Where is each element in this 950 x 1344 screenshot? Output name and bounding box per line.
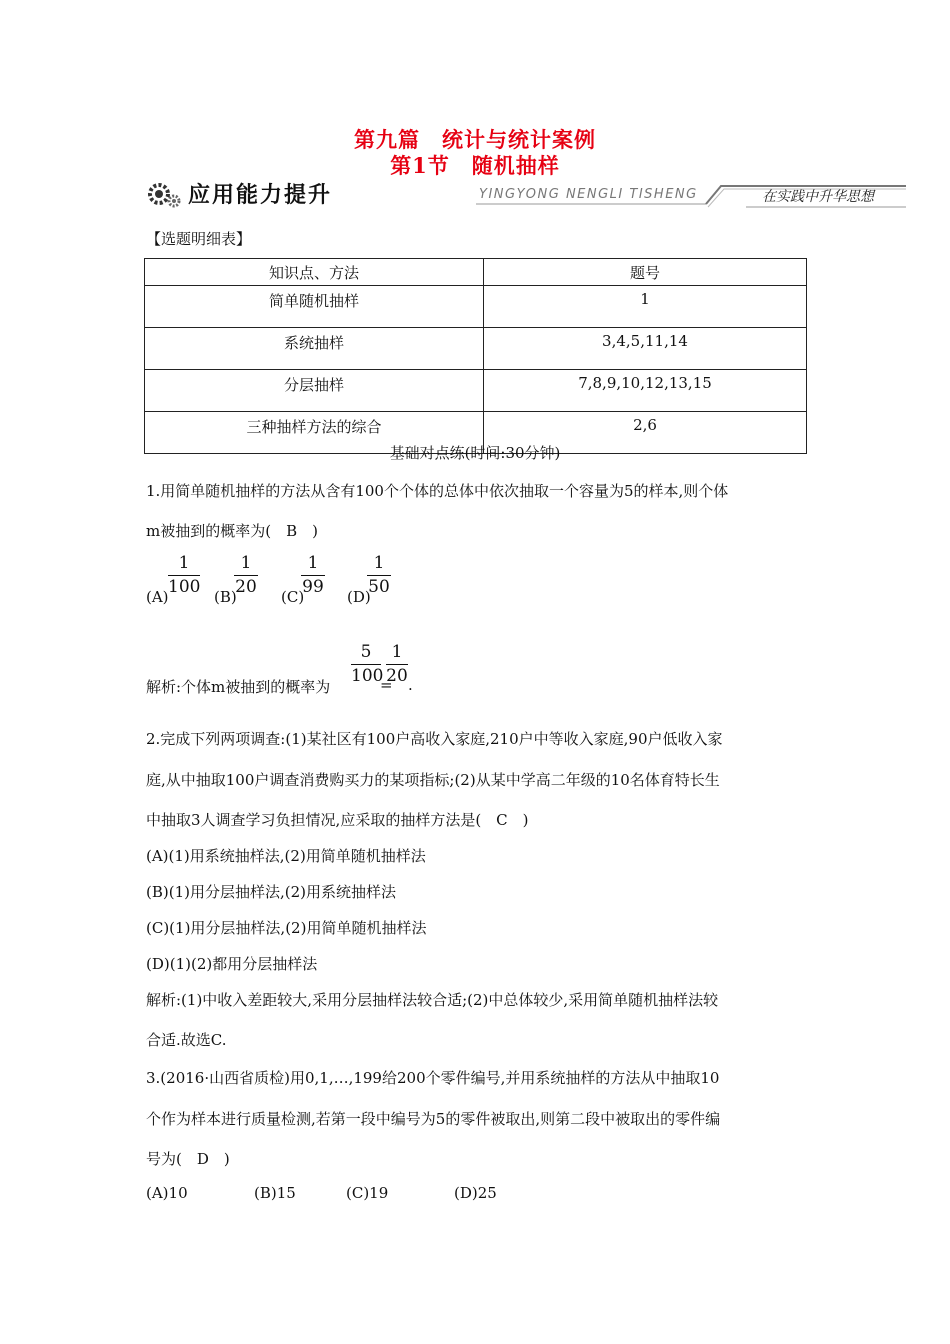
q2-option-c: (C)(1)用分层抽样法,(2)用简单随机抽样法 xyxy=(146,919,427,937)
denominator: 99 xyxy=(302,577,324,597)
practice-title: 基础对点练(时间:30分钟) xyxy=(389,444,561,462)
denominator: 20 xyxy=(235,577,257,597)
denominator: 100 xyxy=(168,577,201,597)
table-cell: 分层抽样 xyxy=(145,370,484,412)
table-cell: 7,8,9,10,12,13,15 xyxy=(484,370,807,412)
numerator: 1 xyxy=(307,553,319,573)
numerator: 1 xyxy=(240,553,252,573)
q3-option-c: (C)19 xyxy=(346,1184,389,1202)
q1-analysis-fraction-1 xyxy=(351,642,384,686)
table-row xyxy=(145,286,807,328)
q1-analysis: 解析:个体m被抽到的概率为 xyxy=(146,678,331,696)
numerator: 1 xyxy=(391,642,403,662)
q2-option-d: (D)(1)(2)都用分层抽样法 xyxy=(146,955,318,973)
q3-line2: 个作为样本进行质量检测,若第一段中编号为5的零件被取出,则第二段中被取出的零件编 xyxy=(146,1110,721,1128)
q1-option-c-fraction xyxy=(301,553,325,597)
table-row xyxy=(145,370,807,412)
table-header-row xyxy=(145,259,807,286)
q1-option-d-label: (D) xyxy=(347,588,371,606)
q2-analysis-line1: 解析:(1)中收入差距较大,采用分层抽样法较合适;(2)中总体较少,采用简单随机抽样法较 xyxy=(146,991,719,1009)
q3-option-d: (D)25 xyxy=(454,1184,497,1202)
gear-icon xyxy=(146,179,184,209)
q1-analysis-fraction-2 xyxy=(386,642,408,686)
banner-tagline: 在实践中升华思想 xyxy=(762,189,874,205)
q1-option-a-label: (A) xyxy=(146,588,169,606)
table-cell: 1 xyxy=(484,286,807,328)
q1-option-a-fraction xyxy=(168,553,200,597)
q2-option-b: (B)(1)用分层抽样法,(2)用系统抽样法 xyxy=(146,883,396,901)
denominator: 100 xyxy=(351,666,384,686)
table-row xyxy=(145,328,807,370)
banner-pinyin: YINGYONG NENGLI TISHENG xyxy=(479,187,698,202)
q1-option-b-fraction xyxy=(234,553,258,597)
q1-line2: m被抽到的概率为( B ) xyxy=(146,522,318,540)
table-cell: 三种抽样方法的综合 xyxy=(145,412,484,454)
q3-option-a: (A)10 xyxy=(146,1184,188,1202)
q2-line3: 中抽取3人调查学习负担情况,应采取的抽样方法是( C ) xyxy=(146,811,529,829)
q3-line3: 号为( D ) xyxy=(146,1150,230,1168)
q3-line1: 3.(2016·山西省质检)用0,1,…,199给200个零件编号,并用系统抽样的方法从中抽取10 xyxy=(146,1069,720,1087)
section-title: 第1节 随机抽样 xyxy=(390,153,560,178)
table-cell: 简单随机抽样 xyxy=(145,286,484,328)
q2-option-a: (A)(1)用系统抽样法,(2)用简单随机抽样法 xyxy=(146,847,426,865)
column-header: 题号 xyxy=(484,259,807,286)
q1-option-b-label: (B) xyxy=(214,588,237,606)
table-cell: 2,6 xyxy=(484,412,807,454)
q2-line1: 2.完成下列两项调查:(1)某社区有100户高收入家庭,210户中等收入家庭,90户低收入家 xyxy=(146,730,723,748)
detail-table xyxy=(144,258,807,454)
q1-analysis-equals: = xyxy=(380,676,393,694)
banner xyxy=(146,176,906,210)
chapter-title: 第九篇 统计与统计案例 xyxy=(354,127,596,152)
q1-option-d-fraction xyxy=(367,553,391,597)
numerator: 5 xyxy=(360,642,372,662)
banner-title: 应用能力提升 xyxy=(188,183,333,208)
table-cell: 3,4,5,11,14 xyxy=(484,328,807,370)
denominator: 50 xyxy=(368,577,390,597)
q1-analysis-period: . xyxy=(408,676,413,694)
numerator: 1 xyxy=(373,553,385,573)
column-header: 知识点、方法 xyxy=(145,259,484,286)
q1-line1: 1.用简单随机抽样的方法从含有100个个体的总体中依次抽取一个容量为5的样本,则个体 xyxy=(146,482,729,500)
denominator: 20 xyxy=(386,666,408,686)
q3-option-b: (B)15 xyxy=(254,1184,296,1202)
detail-label: 【选题明细表】 xyxy=(146,230,252,248)
numerator: 1 xyxy=(178,553,190,573)
table-cell: 系统抽样 xyxy=(145,328,484,370)
q2-analysis-line2: 合适.故选C. xyxy=(146,1031,227,1049)
q1-option-c-label: (C) xyxy=(281,588,305,606)
q2-line2: 庭,从中抽取100户调查消费购买力的某项指标;(2)从某中学高二年级的10名体育特长生 xyxy=(146,771,720,789)
